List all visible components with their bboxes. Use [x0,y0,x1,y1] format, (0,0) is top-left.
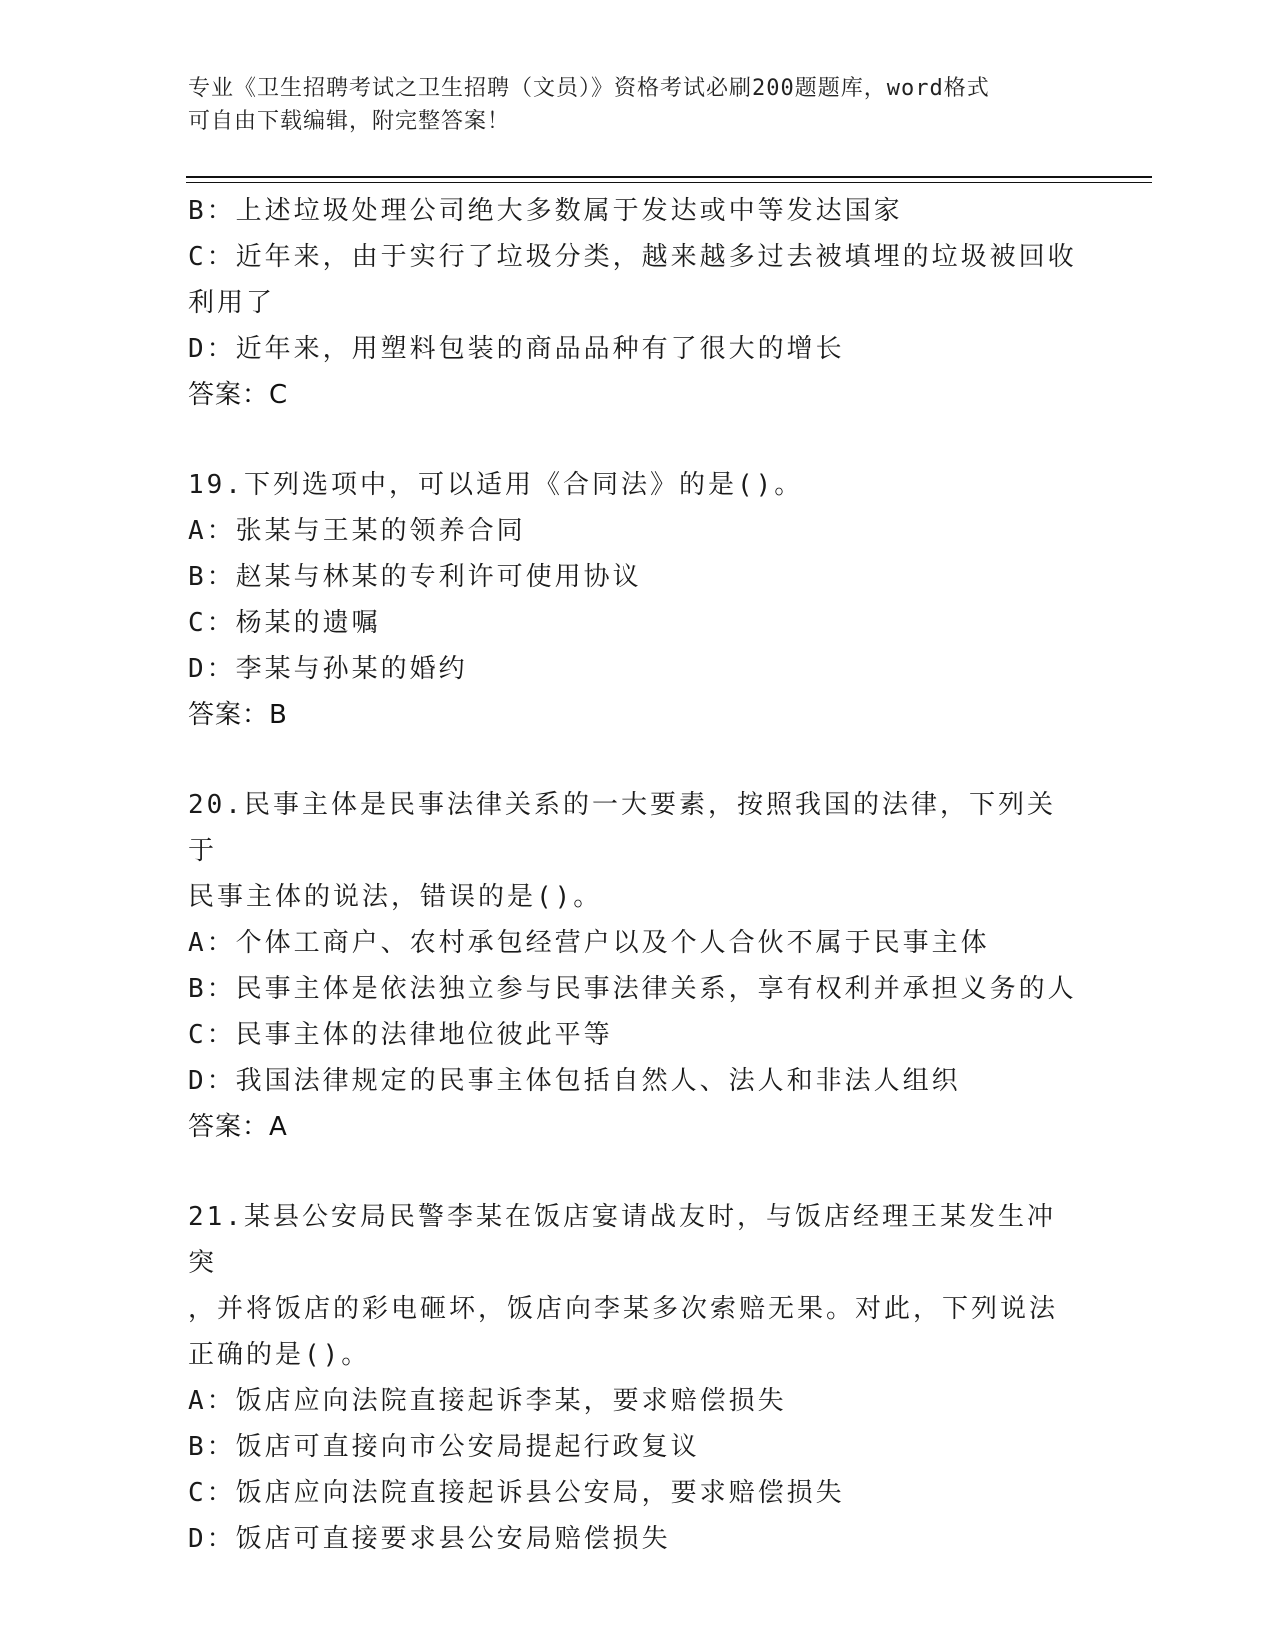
option-c: C：杨某的遗嘱 [188,608,381,638]
option-d: D：我国法律规定的民事主体包括自然人、法人和非法人组织 [188,1066,961,1096]
option-d: D：饭店可直接要求县公安局赔偿损失 [188,1524,671,1554]
spacer [188,418,1078,462]
option-d: D：李某与孙某的婚约 [188,654,468,684]
spacer [188,738,1078,782]
option-a: A：个体工商户、农村承包经营户以及个人合伙不属于民事主体 [188,928,990,958]
option-c-continued: 利用了 [188,288,276,318]
document-header [188,72,1068,138]
option-b: B：上述垃圾处理公司绝大多数属于发达或中等发达国家 [188,196,903,226]
answer-line: 答案：A [188,1112,288,1142]
question-block-21 [188,1194,1078,1562]
question-list [188,188,1078,1562]
answer-line: 答案：B [188,700,288,730]
question-stem-continued: 正确的是()。 [188,1340,371,1370]
option-c: C：饭店应向法院直接起诉县公安局，要求赔偿损失 [188,1478,845,1508]
answer-line: 答案：C [188,380,289,410]
option-b: B：民事主体是依法独立参与民事法律关系，享有权利并承担义务的人 [188,974,1077,1004]
question-stem: 19.下列选项中，可以适用《合同法》的是()。 [188,470,804,500]
question-block-20 [188,782,1078,1150]
option-c: C：近年来，由于实行了垃圾分类，越来越多过去被填埋的垃圾被回收 [188,242,1077,272]
question-block-continued [188,188,1078,418]
option-a: A：饭店应向法院直接起诉李某，要求赔偿损失 [188,1386,787,1416]
option-b: B：饭店可直接向市公安局提起行政复议 [188,1432,700,1462]
option-a: A：张某与王某的领养合同 [188,516,526,546]
header-line-1: 专业《卫生招聘考试之卫生招聘（文员）》资格考试必刷200题题库，word格式 [188,76,990,101]
header-line-2: 可自由下载编辑，附完整答案！ [188,109,511,134]
option-b: B：赵某与林某的专利许可使用协议 [188,562,642,592]
spacer [188,1150,1078,1194]
question-block-19 [188,462,1078,738]
option-d: D：近年来，用塑料包装的商品品种有了很大的增长 [188,334,845,364]
header-rule-thick [186,176,1152,178]
question-stem-continued: 民事主体的说法，错误的是()。 [188,882,603,912]
question-stem: 20.民事主体是民事法律关系的一大要素，按照我国的法律，下列关于 [188,790,1056,866]
question-stem: 21.某县公安局民警李某在饭店宴请战友时，与饭店经理王某发生冲突 [188,1202,1056,1278]
header-rule-thin [186,182,1152,183]
question-stem-continued: ，并将饭店的彩电砸坏，饭店向李某多次索赔无果。对此，下列说法 [188,1294,1059,1324]
option-c: C：民事主体的法律地位彼此平等 [188,1020,613,1050]
